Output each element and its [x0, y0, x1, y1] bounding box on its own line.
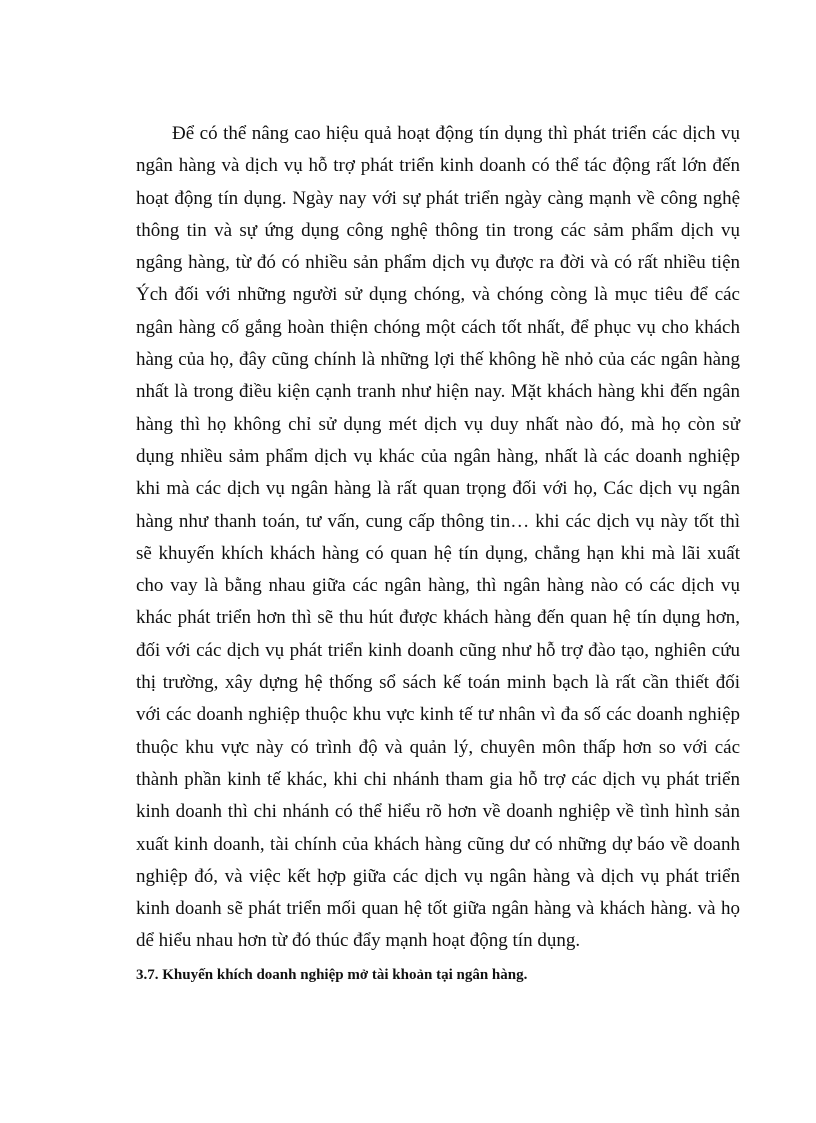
- paragraph-line: Để có thể nâng cao hiệu quả hoạt động tín dụng thì phát triển các dịch vụ: [172, 123, 740, 144]
- paragraph-line: sẽ khuyến khích khách hàng có quan hệ tín dụng, chẳng hạn khi mà lãi xuất: [136, 542, 740, 564]
- body-paragraph: [136, 118, 740, 958]
- paragraph-line: hàng như thanh toán, tư vấn, cung cấp thông tin… khi các dịch vụ này tốt thì: [136, 510, 740, 532]
- paragraph-line: cho vay là bằng nhau giữa các ngân hàng, thì ngân hàng nào có các dịch vụ: [136, 575, 740, 597]
- paragraph-line: xuất kinh doanh, tài chính của khách hàng cũng dư có những dự báo về doanh: [136, 833, 740, 855]
- paragraph-line: ngân hàng cố gắng hoàn thiện chóng một cách tốt nhất, để phục vụ cho khách: [136, 316, 740, 338]
- paragraph-line: nghiệp đó, và việc kết hợp giữa các dịch vụ ngân hàng và dịch vụ phát triển: [136, 865, 740, 887]
- paragraph-line: thành phần kinh tế khác, khi chi nhánh tham gia hỗ trợ các dịch vụ phát triển: [136, 768, 740, 790]
- paragraph-line: thông tin và sự ứng dụng công nghệ thông tin trong các sảm phẩm dịch vụ: [136, 219, 740, 241]
- paragraph-line: khi mà các dịch vụ ngân hàng là rất quan trọng đối với họ, Các dịch vụ ngân: [136, 478, 740, 500]
- paragraph-line: dụng nhiều sảm phẩm dịch vụ khác của ngân hàng, nhất là các doanh nghiệp: [136, 445, 740, 467]
- paragraph-line: với các doanh nghiệp thuộc khu vực kinh tế tư nhân vì đa số các doanh nghiệp: [136, 704, 740, 726]
- paragraph-line: ngâng hàng, từ đó có nhiều sản phẩm dịch vụ được ra đời và có rất nhiều tiện: [136, 252, 740, 274]
- paragraph-line: kinh doanh thì chi nhánh có thể hiểu rõ hơn về doanh nghiệp về tình hình sản: [136, 801, 740, 823]
- section-heading: 3.7. Khuyến khích doanh nghiệp mở tài khoản tại ngân hàng.: [136, 967, 528, 983]
- paragraph-line: thuộc khu vực này có trình độ và quản lý, chuyên môn thấp hơn so với các: [136, 736, 740, 758]
- paragraph-line: Ých đối với những người sử dụng chóng, và chóng còng là mục tiêu để các: [136, 284, 740, 306]
- paragraph-line: hàng của họ, đây cũng chính là những lợi thế không hề nhỏ của các ngân hàng: [136, 349, 740, 371]
- paragraph-line: hoạt động tín dụng. Ngày nay với sự phát triển ngày càng mạnh về công nghệ: [136, 187, 740, 209]
- paragraph-line: kinh doanh sẽ phát triển mối quan hệ tốt giữa ngân hàng và khách hàng. và họ: [136, 898, 740, 920]
- paragraph-line: khác phát triển hơn thì sẽ thu hút được khách hàng đến quan hệ tín dụng hơn,: [136, 607, 740, 629]
- paragraph-line: nhất là trong điều kiện cạnh tranh như hiện nay. Mặt khách hàng khi đến ngân: [136, 381, 740, 403]
- paragraph-line: đối với các dịch vụ phát triển kinh doanh cũng như hỗ trợ đào tạo, nghiên cứu: [136, 639, 740, 661]
- paragraph-line: hàng thì họ không chỉ sử dụng mét dịch vụ duy nhất nào đó, mà họ còn sử: [136, 413, 740, 435]
- paragraph-line: dể hiểu nhau hơn từ đó thúc đẩy mạnh hoạt động tín dụng.: [136, 930, 581, 952]
- paragraph-line: thị trường, xây dựng hệ thống sổ sách kế toán minh bạch là rất cần thiết đối: [136, 672, 740, 694]
- paragraph-line: ngân hàng và dịch vụ hỗ trợ phát triển kinh doanh có thể tác động rất lớn đến: [136, 155, 740, 177]
